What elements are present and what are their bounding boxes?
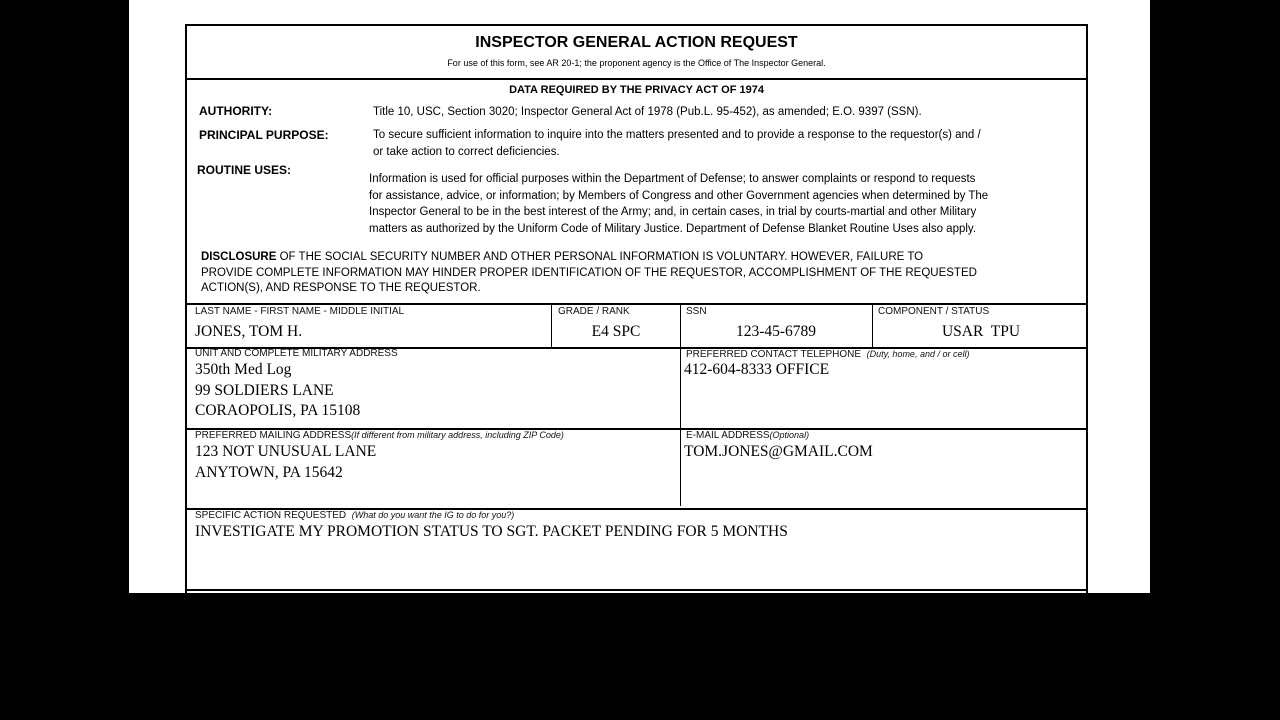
principal-purpose-text: To secure sufficient information to inquire into the matters presented and to provide a response to the requestor(s) and / or take action to correct deficiencies. (373, 129, 981, 158)
component-field-value[interactable]: USAR TPU (941, 323, 1021, 340)
phone-field-value[interactable]: 412-604-8333 OFFICE (684, 361, 830, 378)
principal-purpose-label: PRINCIPAL PURPOSE: (199, 128, 329, 142)
divider (187, 78, 1086, 80)
ssn-field-value[interactable]: 123-45-6789 (735, 323, 817, 340)
ssn-field-label: SSN (686, 306, 707, 317)
divider (187, 303, 1086, 305)
action-field-label: SPECIFIC ACTION REQUESTED (What do you want the IG to do for you?) (195, 510, 515, 521)
phone-field-label: PREFERRED CONTACT TELEPHONE (Duty, home, and / or cell) (686, 349, 970, 360)
unit-address-label: UNIT AND COMPLETE MILITARY ADDRESS (195, 348, 398, 359)
email-field-value[interactable]: TOM.JONES@GMAIL.COM (684, 443, 873, 460)
document-page (129, 0, 1150, 593)
routine-uses-label: ROUTINE USES: (197, 163, 292, 177)
ig-action-request-form (185, 24, 1088, 593)
grade-field-label: GRADE / RANK (558, 306, 630, 317)
name-field-label: LAST NAME - FIRST NAME - MIDDLE INITIAL (195, 306, 405, 317)
routine-uses-text: Information is used for official purposes within the Department of Defense; to answer complaints or respond to requests for assistance, advice, or information; by Members of Congress and other Government agencies when determined by The Inspector General to be in the best interest of the Army; and, in certain cases, in trial by courts-martial and other Military matters as authorized by the Uniform Code of Military Justice. Department of Defense Blanket Routine Uses also apply. (369, 173, 989, 235)
authority-label: AUTHORITY: (199, 104, 273, 118)
action-field-value[interactable]: INVESTIGATE MY PROMOTION STATUS TO SGT. PACKET PENDING FOR 5 MONTHS (195, 523, 788, 540)
disclosure-statement: DISCLOSURE OF THE SOCIAL SECURITY NUMBER AND OTHER PERSONAL INFORMATION IS VOLUNTARY. HOWEVER, FAILURE TO PROVIDE COMPLETE INFORMATION MAY HINDER PROPER IDENTIFICATION OF THE REQUESTOR, ACCOMPLISHMENT OF THE REQUESTED ACTION(S), AND RESPONSE TO THE REQUESTOR. (201, 251, 977, 294)
privacy-act-header: DATA REQUIRED BY THE PRIVACY ACT OF 1974 (509, 84, 764, 96)
authority-text: Title 10, USC, Section 3020; Inspector General Act of 1978 (Pub.L. 95-452), as amended; E.O. 9397 (SSN). (373, 106, 922, 118)
name-field-value[interactable]: JONES, TOM H. (195, 323, 303, 340)
email-field-label: E-MAIL ADDRESS(Optional) (686, 430, 810, 441)
component-field-label: COMPONENT / STATUS (878, 306, 990, 317)
mailing-address-label: PREFERRED MAILING ADDRESS(If different from military address, including ZIP Code) (195, 430, 564, 441)
unit-address-value[interactable]: 350th Med Log 99 SOLDIERS LANE CORAOPOLIS, PA 15108 (195, 361, 361, 419)
form-subtitle: For use of this form, see AR 20-1; the proponent agency is the Office of The Inspector General. (447, 58, 826, 68)
divider (187, 589, 1086, 591)
form-title: INSPECTOR GENERAL ACTION REQUEST (475, 34, 798, 51)
mailing-address-value[interactable]: 123 NOT UNUSUAL LANE ANYTOWN, PA 15642 (195, 443, 377, 481)
grade-field-value[interactable]: E4 SPC (591, 323, 641, 340)
